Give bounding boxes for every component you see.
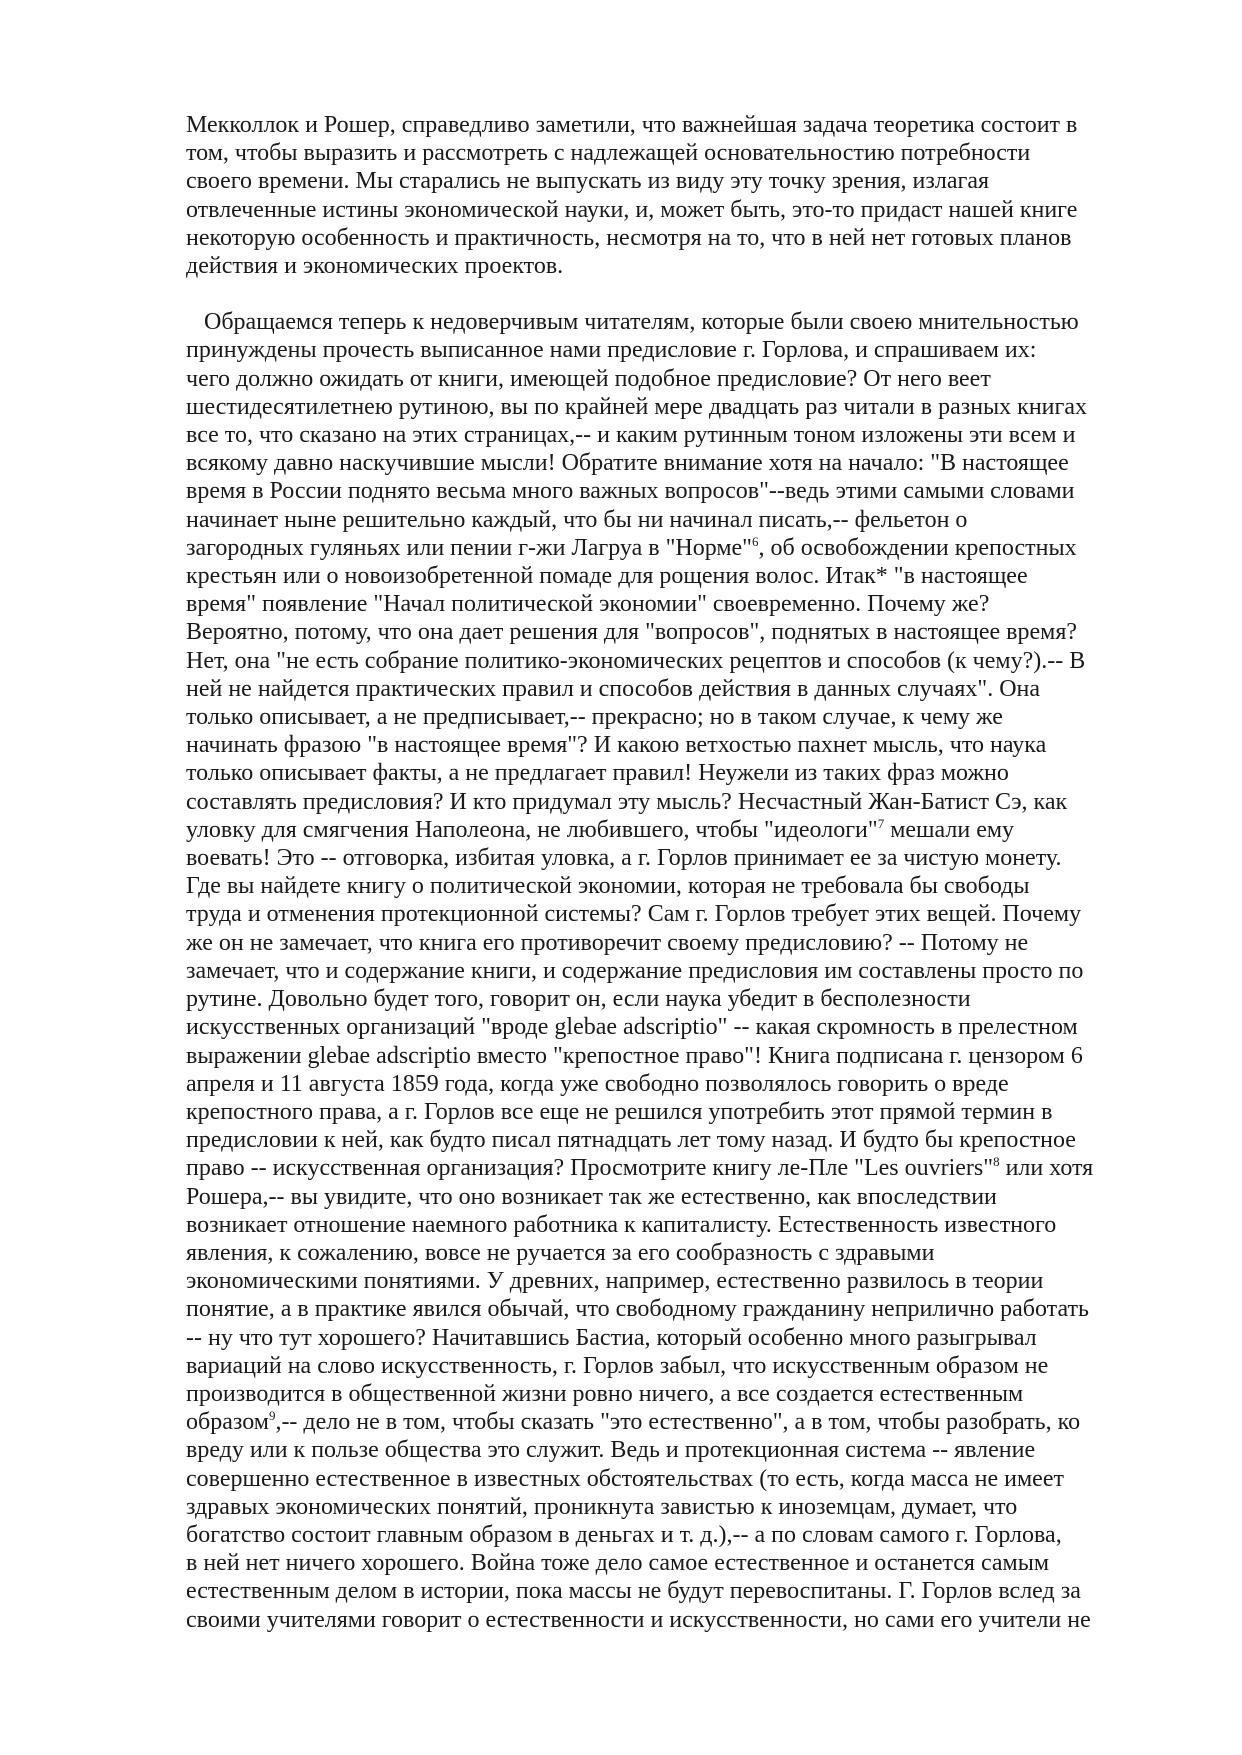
text-line: выражении glebae adscriptio вместо "крепостное право"! Книга подписана г. цензором 6 xyxy=(186,1042,1083,1069)
text-line: только описывает, а не предписывает,-- прекрасно; но в таком случае, к чему же xyxy=(186,704,1003,731)
footnote-ref-6[interactable]: 6 xyxy=(751,533,759,549)
text-line: своего времени. Мы старались не выпускать из виду эту точку зрения, излагая xyxy=(186,168,990,195)
document-page xyxy=(186,111,1126,1634)
text-line: рутине. Довольно будет того, говорит он, если наука убедит в бесполезности xyxy=(186,986,971,1013)
text-line: отвлеченные истины экономической науки, и, может быть, это-то придаст нашей книге xyxy=(186,196,1078,223)
text-segment: право -- искусственная организация? Просмотрите книгу ле-Пле "Les ouvriers" xyxy=(186,1155,994,1182)
text-segment: , об освобождении крепостных xyxy=(758,534,1077,561)
text-line: ней не найдется практических правил и способов действия в данных случаях". Она xyxy=(186,675,1041,702)
text-line: Где вы найдете книгу о политической экономии, которая не требовала бы свободы xyxy=(186,873,1030,900)
text-line: совершенно естественное в известных обстоятельствах (то есть, когда масса не имеет xyxy=(186,1465,1064,1492)
text-line: воевать! Это -- отговорка, избитая уловка, а г. Горлов принимает ее за чистую монету. xyxy=(186,845,1062,872)
text-line: начинать фразою "в настоящее время"? И какою ветхостью пахнет мысль, что наука xyxy=(186,732,1047,759)
text-line: труда и отменения протекционной системы? Сам г. Горлов требует этих вещей. Почему xyxy=(186,901,1082,928)
text-line: Нет, она "не есть собрание политико-экономических рецептов и способов (к чему?).-- В xyxy=(186,647,1086,674)
text-line: время" появление "Начал политической экономии" своевременно. Почему же? xyxy=(186,591,990,618)
text-line: Вероятно, потому, что она дает решения для "вопросов", поднятых в настоящее время? xyxy=(186,619,1078,646)
text-line: естественным делом в истории, пока массы не будут перевоспитаны. Г. Горлов вслед за xyxy=(186,1578,1081,1605)
text-line: шестидесятилетнею рутиною, вы по крайней мере двадцать раз читали в разных книгах xyxy=(186,393,1088,420)
text-line: в ней нет ничего хорошего. Война тоже дело самое естественное и останется самым xyxy=(186,1550,1050,1577)
text-line: здравых экономических понятий, проникнута завистью к иноземцам, думает, что xyxy=(186,1493,1018,1520)
text-line: понятие, а в практике явился обычай, что свободному гражданину неприлично работать xyxy=(186,1296,1089,1323)
text-line: чего должно ожидать от книги, имеющей подобное предисловие? От него веет xyxy=(186,365,991,392)
text-line: только описывает факты, а не предлагает правил! Неужели из таких фраз можно xyxy=(186,760,1009,787)
text-line: крепостного права, а г. Горлов все еще не решился употребить этот прямой термин в xyxy=(186,1098,1053,1125)
text-line xyxy=(186,1154,1126,1182)
text-line: начинает ныне решительно каждый, что бы ни начинал писать,-- фельетон о xyxy=(186,506,968,533)
text-line: своими учителями говорит о естественности и искусственности, но сами его учители не xyxy=(186,1606,1091,1633)
text-line: Мекколлок и Рошер, справедливо заметили, что важнейшая задача теоретика состоит в xyxy=(186,112,1078,138)
text-segment: или хотя xyxy=(999,1155,1094,1182)
text-line: экономическими понятиями. У древних, например, естественно развилось в теории xyxy=(186,1268,1044,1295)
text-line: же он не замечает, что книга его противоречит своему предисловию? -- Потому не xyxy=(186,929,1029,956)
text-line: -- ну что тут хорошего? Начитавшись Бастиа, который особенно много разыгрывал xyxy=(186,1324,1037,1351)
text-segment: уловку для смягчения Наполеона, не любившего, чтобы "идеологи" xyxy=(186,816,878,843)
text-line: некоторую особенность и практичность, несмотря на то, что в ней нет готовых планов xyxy=(186,224,1072,251)
text-line: составлять предисловия? И кто придумал эту мысль? Несчастный Жан-Батист Сэ, как xyxy=(186,788,1068,815)
text-line: апреля и 11 августа 1859 года, когда уже свободно позволялось говорить о вреде xyxy=(186,1070,1009,1097)
text-segment: мешали ему xyxy=(884,816,1015,843)
text-line: все то, что сказано на этих страницах,-- и каким рутинным тоном изложены эти всем и xyxy=(186,422,1076,449)
text-line: замечает, что и содержание книги, и содержание предисловия им составлены просто по xyxy=(186,957,1084,984)
text-line: вариаций на слово искусственность, г. Горлов забыл, что искусственным образом не xyxy=(186,1352,1049,1379)
text-line: действия и экономических проектов. xyxy=(186,253,564,280)
paragraph-1 xyxy=(186,111,1126,280)
footnote-ref-9[interactable]: 9 xyxy=(268,1408,276,1424)
text-line: богатство состоит главным образом в деньгах и т. д.),-- а по словам самого г. Горлова, xyxy=(186,1521,1062,1548)
text-line: время в России поднято весьма много важных вопросов"--ведь этими самыми словами xyxy=(186,478,1075,505)
paragraph-2 xyxy=(186,308,1126,1634)
text-segment: ,-- дело не в том, чтобы сказать "это естественно", а в том, чтобы разобрать, ко xyxy=(275,1409,1081,1436)
text-line: вреду или к пользе общества это служит. Ведь и протекционная система -- явление xyxy=(186,1437,1036,1464)
text-line: том, чтобы выразить и рассмотреть с надлежащей основательностию потребности xyxy=(186,140,1031,167)
text-line xyxy=(186,1408,1126,1436)
text-line: принуждены прочесть выписанное нами предисловие г. Горлова, и спрашиваем их: xyxy=(186,337,1037,364)
text-line xyxy=(186,534,1126,562)
text-line: явления, к сожалению, вовсе не ручается за его сообразность с здравыми xyxy=(186,1239,935,1266)
text-line: всякому давно наскучившие мысли! Обратите внимание хотя на начало: "В настоящее xyxy=(186,450,1069,477)
text-segment: образом xyxy=(186,1409,269,1436)
text-line: Обращаемся теперь к недоверчивым читателям, которые были своею мнительностью xyxy=(204,309,1079,336)
text-line: искусственных организаций "вроде glebae adscriptio" -- какая скромность в прелестном xyxy=(186,1014,1078,1041)
text-line: предисловии к ней, как будто писал пятнадцать лет тому назад. И будто бы крепостное xyxy=(186,1127,1076,1154)
footnote-ref-8[interactable]: 8 xyxy=(993,1154,1000,1170)
footnote-ref-7[interactable]: 7 xyxy=(877,815,885,831)
text-line: производится в общественной жизни ровно ничего, а все создается естественным xyxy=(186,1380,1024,1407)
text-line: Рошера,-- вы увидите, что оно возникает так же естественно, как впоследствии xyxy=(186,1183,997,1210)
text-line: возникает отношение наемного работника к капиталисту. Естественность известного xyxy=(186,1211,1057,1238)
text-line: крестьян или о новоизобретенной помаде для рощения волос. Итак* "в настоящее xyxy=(186,563,1028,590)
text-line xyxy=(186,816,1126,844)
text-segment: загородных гуляньях или пении г-жи Лагруа в "Норме" xyxy=(186,534,752,561)
